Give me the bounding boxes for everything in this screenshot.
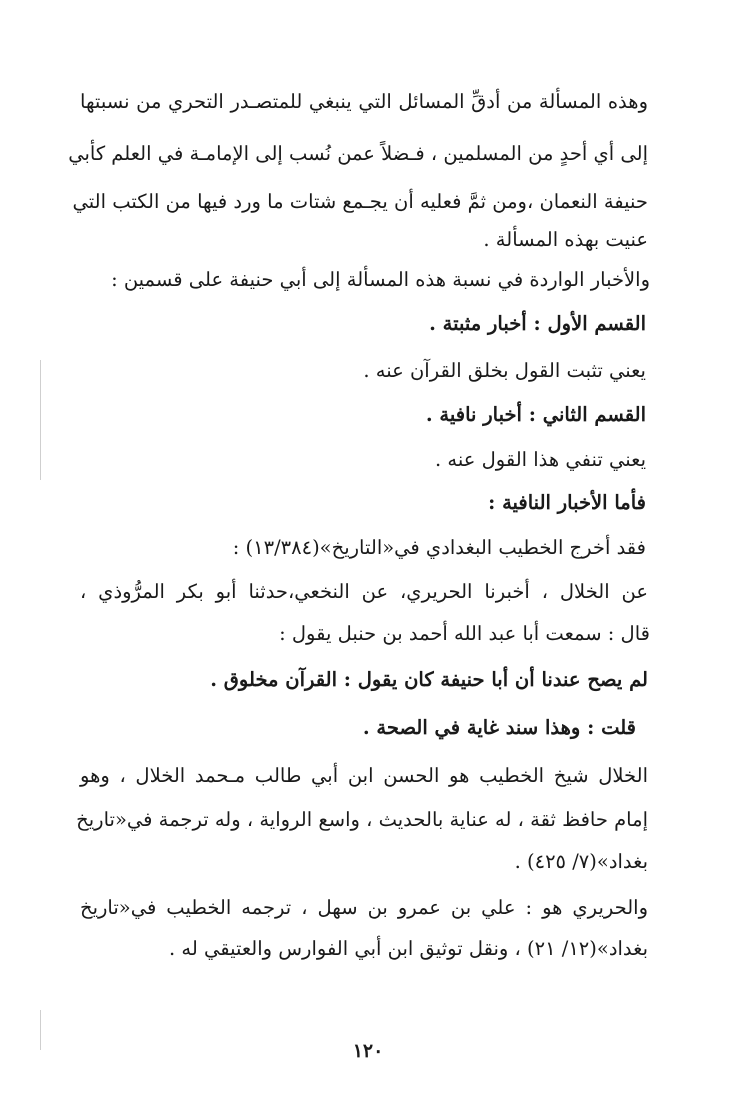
paragraph-line: حنيفة النعمان ،ومن ثمَّ فعليه أن يجـمع شتات ما ورد فيها من الكتب التي (72, 190, 648, 213)
paragraph-line: بغداد»(٧/ ٤٢٥) . (514, 850, 648, 873)
quoted-statement: قلت : وهذا سند غاية في الصحة . (362, 716, 636, 739)
paragraph-line: والأخبار الواردة في نسبة هذه المسألة إلى أبي حنيفة على قسمين : (111, 268, 650, 291)
paragraph-line: عنيت بهذه المسألة . (483, 228, 648, 251)
quoted-statement: لم يصح عندنا أن أبا حنيفة كان يقول : القرآن مخلوق . (210, 668, 648, 691)
paragraph-line: يعني تنفي هذا القول عنه . (435, 448, 646, 471)
paragraph-line: وهذه المسألة من أدقِّ المسائل التي ينبغي للمتصـدر التحري من نسبتها (80, 90, 648, 113)
paragraph-line: فقد أخرج الخطيب البغدادي في«التاريخ»(١٣/٣٨٤) : (232, 536, 646, 559)
scan-edge-mark (40, 1010, 41, 1050)
paragraph-line: والحريري هو : علي بن عمرو بن سهل ، ترجمه الخطيب في«تاريخ (80, 896, 648, 919)
section-heading: القسم الأول : أخبار مثبتة . (429, 312, 646, 335)
paragraph-line: يعني تثبت القول بخلق القرآن عنه . (363, 359, 646, 382)
section-heading: القسم الثاني : أخبار نافية . (425, 403, 646, 426)
scan-edge-mark (40, 360, 41, 480)
paragraph-line: عن الخلال ، أخبرنا الحريري، عن النخعي،حدثنا أبو بكر المرُّوذي ، (80, 580, 648, 603)
paragraph-line: قال : سمعت أبا عبد الله أحمد بن حنبل يقول : (279, 622, 650, 645)
paragraph-line: بغداد»(١٢/ ٢١) ، ونقل توثيق ابن أبي الفوارس والعتيقي له . (168, 937, 648, 960)
section-heading: فأما الأخبار النافية : (488, 491, 646, 514)
paragraph-line: الخلال شيخ الخطيب هو الحسن ابن أبي طالب مـحمد الخلال ، وهو (80, 764, 648, 787)
page-number: ١٢٠ (352, 1040, 384, 1062)
paragraph-line: إلى أي أحدٍ من المسلمين ، فـضلاً عمن نُسب إلى الإمامـة في العلم كأبي (68, 142, 648, 165)
paragraph-line: إمام حافظ ثقة ، له عناية بالحديث ، واسع الرواية ، وله ترجمة في«تاريخ (76, 808, 648, 831)
